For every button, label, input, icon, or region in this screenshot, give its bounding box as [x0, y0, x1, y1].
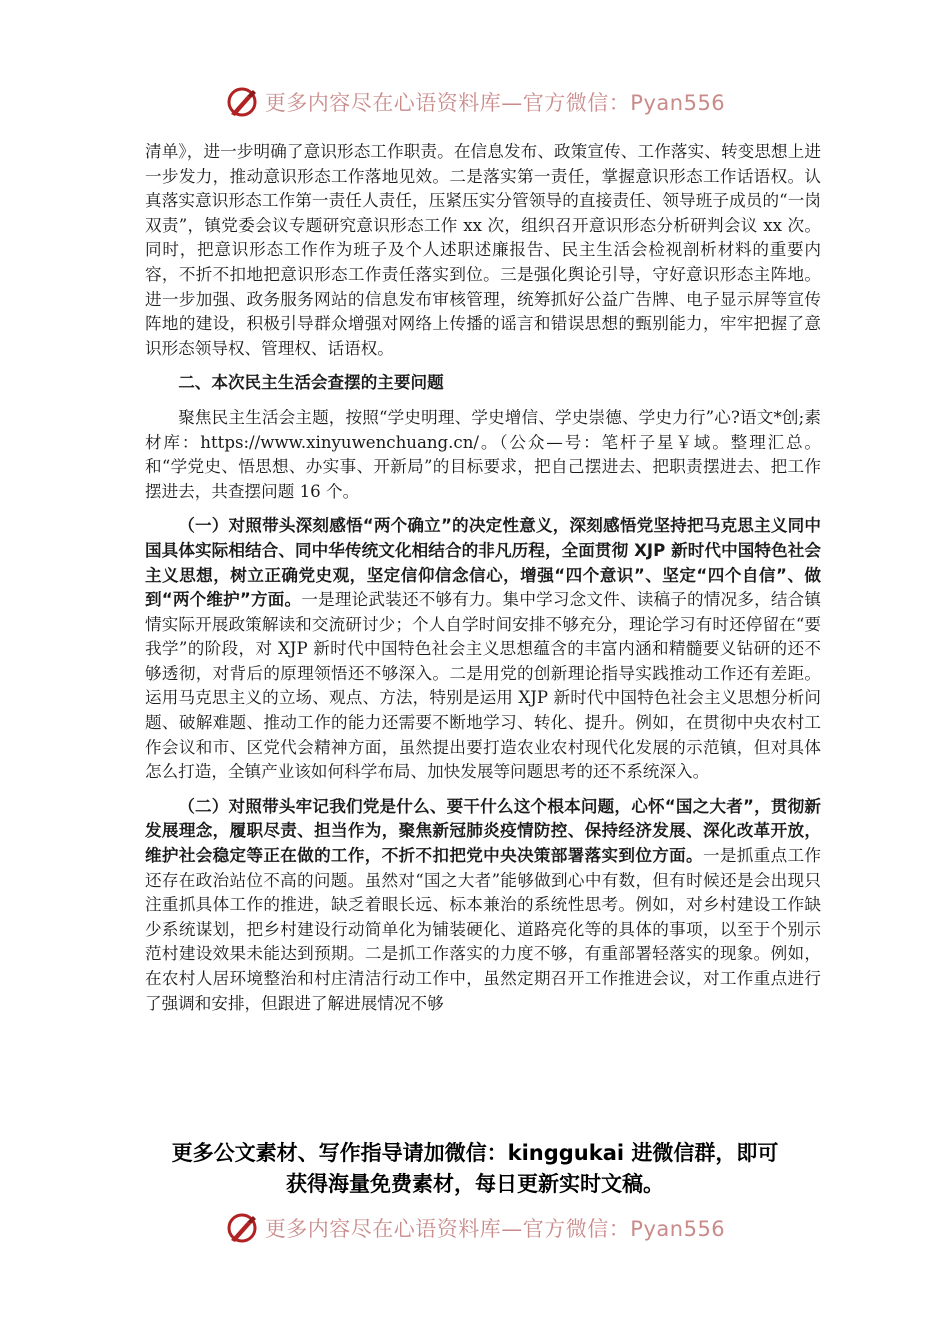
header-banner	[0, 82, 950, 122]
paragraph-item-1	[145, 514, 821, 785]
pen-circle-logo-icon	[225, 84, 261, 120]
section-heading-2: 二、本次民主生活会查摆的主要问题	[178, 373, 444, 393]
paragraph-continued: 清单》，进一步明确了意识形态工作职责。在信息发布、政策宣传、工作落实、转变思想上进一步发力，推动意识形态工作落地见效。二是落实第一责任，掌握意识形态工作话语权。认真落实意识形态工作第一责任人责任，压紧压实分管领导的直接责任、领导班子成员的“一岗双责”，镇党委会议专题研究意识形态工作 xx 次，组织召开意识形态分析研判会议 xx 次。同时，把意识形态工作作为班子及个人述职述廉报告、民主生活会检视剖析材料的重要内容，不折不扣地把意识形态工作责任落实到位。三是强化舆论引导，守好意识形态主阵地。进一步加强、政务服务网站的信息发布审核管理，统筹抓好公益广告牌、电子显示屏等宣传阵地的建设，积极引导群众增强对网络上传播的谣言和错误思想的甄别能力，牢牢把握了意识形态领导权、管理权、话语权。	[145, 142, 821, 358]
item-2-heading: （二）对照带头牢记我们党是什么、要干什么这个根本问题，心怀“国之大者”，贯彻新发展理念，履职尽责、担当作为，聚焦新冠肺炎疫情防控、保持经济发展、深化改革开放，维护社会稳定等正在做的工作，不折不扣把党中央决策部署落实到位方面。	[145, 796, 821, 866]
pen-circle-logo-icon	[225, 1210, 261, 1246]
header-banner-text: 更多内容尽在心语资料库—官方微信：Pyan556	[264, 91, 726, 115]
footer-banner-text: 更多内容尽在心语资料库—官方微信：Pyan556	[264, 1217, 726, 1241]
paragraph-intro: 聚焦民主生活会主题，按照“学史明理、学史增信、学史崇德、学史力行”心?语文*创;素材库：https://www.xinyuwenchuang.cn/。（公众—号：笔杆子星￥域。整理汇总。和“学党史、悟思想、办实事、开新局”的目标要求，把自己摆进去、把职责摆进去、把工作摆进去，共查摆问题 16 个。	[145, 407, 821, 501]
item-1-text: 一是理论武装还不够有力。集中学习念文件、读稿子的情况多，结合镇情实际开展政策解读和交流研讨少；个人自学时间安排不够充分，理论学习有时还停留在“要我学”的阶段，对 XJP 新时代中国特色社会主义思想蕴含的丰富内涵和精髓要义钻研的还不够透彻，对背后的原理领悟还不够深入。二是用党的创新理论指导实践推动工作还有差距。运用马克思主义的立场、观点、方法，特别是运用 XJP 新时代中国特色社会主义思想分析问题、破解难题、推动工作的能力还需要不断地学习、转化、提升。例如，在贯彻中央农村工作会议和市、区党代会精神方面，虽然提出要打造农业农村现代化发展的示范镇，但对具体怎么打造，全镇产业该如何科学布局、加快发展等问题思考的还不系统深入。	[145, 590, 822, 782]
document-body	[145, 140, 821, 1026]
item-2-text: 一是抓重点工作还存在政治站位不高的问题。虽然对“国之大者”能够做到心中有数，但有时候还是会出现只注重抓具体工作的推进，缺乏着眼长远、标本兼治的系统性思考。例如，对乡村建设工作缺少系统谋划，把乡村建设行动简单化为铺装硬化、道路亮化等的具体的事项，以至于个别示范村建设效果未能达到预期。二是抓工作落实的力度不够，有重部署轻落实的现象。例如，在农村人居环境整治和村庄清洁行动工作中，虽然定期召开工作推进会议，对工作重点进行了强调和安排，但跟进了解进展情况不够	[145, 846, 822, 1013]
paragraph-item-2	[145, 795, 821, 1016]
promo-line-1: 更多公文素材、写作指导请加微信：kinggukai 进微信群，即可	[171, 1141, 779, 1165]
footer-banner	[0, 1208, 950, 1248]
promo-notice	[0, 1138, 950, 1200]
item-1-heading: （一）对照带头深刻感悟“两个确立”的决定性意义，深刻感悟党坚持把马克思主义同中国具体实际相结合、同中华传统文化相结合的非凡历程，全面贯彻 XJP 新时代中国特色社会主义思想，树立正确党史观，坚定信仰信念信心，增强“四个意识”、坚定“四个自信”、做到“两个维护”方面。	[145, 516, 821, 610]
promo-line-2: 获得海量免费素材，每日更新实时文稿。	[286, 1172, 664, 1196]
